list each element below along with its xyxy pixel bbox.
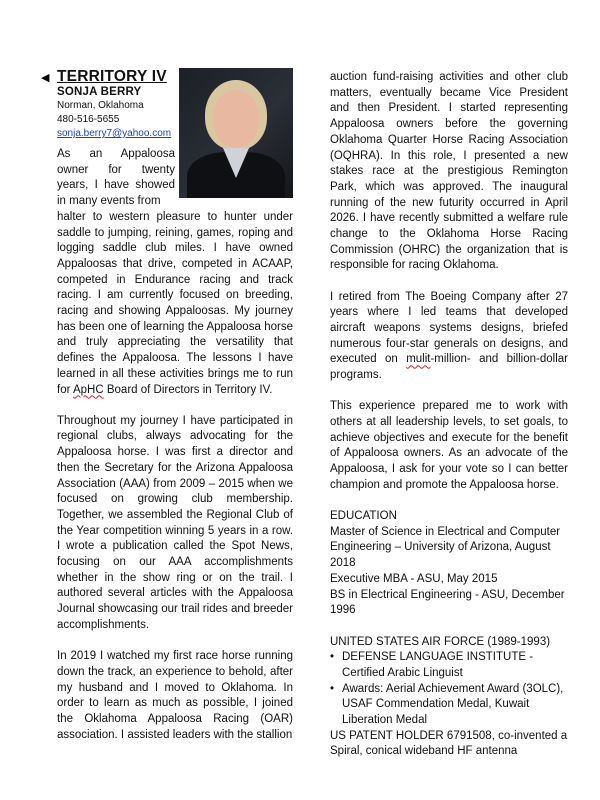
mulit-spellcheck-word: mulit: [406, 353, 431, 366]
intro-text-2: Board of Directors in Territory IV.: [103, 383, 273, 396]
candidate-name: SONJA BERRY: [57, 86, 142, 98]
education-item-mba: Executive MBA - ASU, May 2015: [330, 572, 498, 585]
candidate-location: Norman, Oklahoma: [57, 100, 144, 111]
racing-paragraph: In 2019 I watched my first race horse running down the track, an experience to behold, after my husband and I moved to Oklahoma. In order to learn as much as possible, I joined the Oklahoma Appaloosa Racing (OAR) association. I assisted leaders with the stallion: [57, 650, 293, 741]
boeing-text-b: -million- and billion-dollar programs.: [330, 353, 568, 382]
collapse-triangle-icon[interactable]: ◀: [41, 72, 50, 84]
bullet-icon: •: [330, 651, 335, 664]
bullet-1-text: DEFENSE LANGUAGE INSTITUTE - Certified Arabic Linguist: [342, 651, 534, 679]
right-column: [330, 70, 568, 760]
territory-title: TERRITORY IV: [57, 68, 167, 85]
education-heading: EDUCATION: [330, 510, 397, 523]
bullet-icon: •: [330, 682, 335, 695]
bullet-2-text: Awards: Aerial Achievement Award (3OLC), USAF Commendation Medal, Kuwait Liberation Medal: [342, 682, 564, 727]
air-force-bullet-2: [330, 682, 568, 729]
boeing-text-a: I retired from The Boeing Company after 27 years where I led teams that developed aircraft weapons systems designs, briefed numerous four-star generals on designs, and executed on: [330, 290, 568, 366]
education-item-ms: Master of Science in Electrical and Computer Engineering – University of Arizona, August 2018: [330, 525, 561, 570]
patent-line: US PATENT HOLDER 6791508, co-invented a Spiral, conical wideband HF antenna: [330, 729, 568, 758]
oar-paragraph: auction fund-raising activities and other club matters, eventually became Vice President and then President. I started representing Appaloosa owners before the governing Oklahoma Quarter Horse Racing Association (OQHRA). In this role, I presented a new stakes race at the prestigious Remington Park, which was approved. The inaugural running of the new futurity occurred in April 2026. I have recently submitted a welfare rule change to the Oklahoma Horse Racing Commission (OHRC) the organization that is responsible for racing Oklahoma.: [330, 71, 568, 272]
intro-paragraph-rest: [57, 210, 293, 398]
candidate-phone: 480-516-5655: [57, 114, 120, 125]
air-force-bullet-1: [330, 650, 568, 681]
intro-text-1: halter to western pleasure to hunter under saddle to jumping, reining, games, roping and logging saddle club miles. I have owned Appaloosas that drive, competed in ACAAP, competed in Endurance racing and track racing. I am currently focused on breeding, racing and showing Appaloosas. My journey has been one of learning the Appaloosa horse and truly appreciating the versatility that defines the Appaloosa. The lessons I have learned in all these activities brings me to run for: [57, 210, 293, 396]
education-item-bs: BS in Electrical Engineering - ASU, December 1996: [330, 588, 565, 617]
left-column: [57, 68, 293, 743]
candidate-email-link[interactable]: sonja.berry7@yahoo.com: [57, 128, 172, 139]
boeing-paragraph: [330, 290, 568, 384]
aphc-spellcheck-word: ApHC: [72, 383, 104, 396]
intro-paragraph-wrapped: As an Appaloosa owner for twenty years, I have showed in many events from: [57, 148, 175, 208]
air-force-heading: UNITED STATES AIR FORCE (1989-1993): [330, 635, 551, 648]
clubs-paragraph: Throughout my journey I have participated in regional clubs, always advocating for the Appaloosa horse. I was first a director and then the Secretary for the Arizona Appaloosa Association (AAA) from 2009 – 2015 when we focused on growing club membership. Together, we assembled the Regional Club of the Year competition winning 5 years in a row. I wrote a publication called the Spot News, focusing on our AAA accomplishments whether in the show ring or on the trail. I authored several articles with the Appaloosa Journal showcasing our trail rides and breeder accomplishments.: [57, 414, 293, 631]
vote-paragraph: This experience prepared me to work with others at all leadership levels, to set goals, to achieve objectives and execute for the benefit of Appaloosa owners. As an advocate of the Appaloosa, I ask for your vote so I can better champion and promote the Appaloosa horse.: [330, 400, 568, 491]
